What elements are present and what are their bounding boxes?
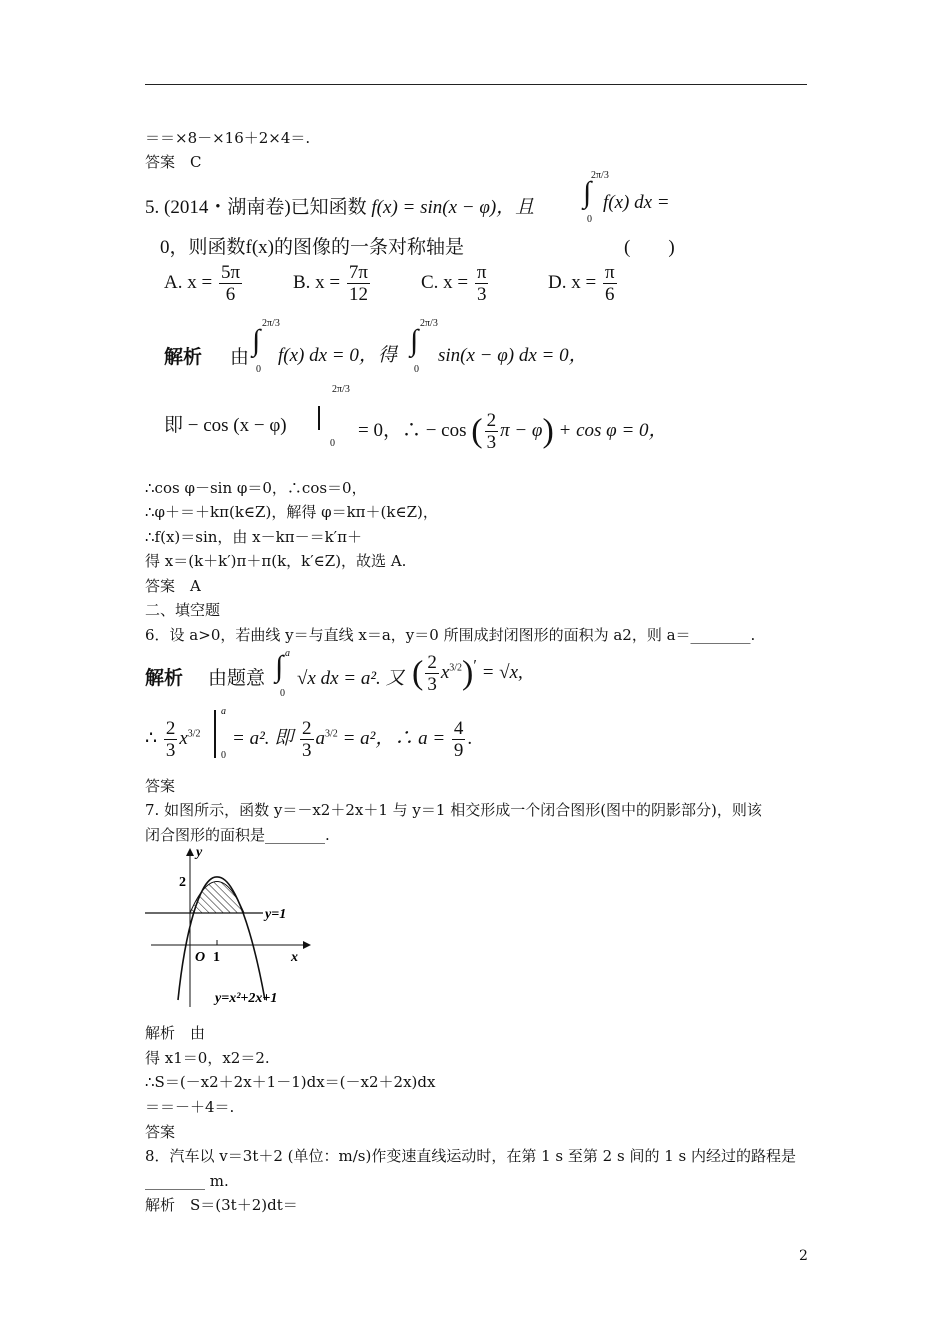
line-label: y=1 xyxy=(265,907,287,922)
header-rule xyxy=(145,84,807,85)
solution-line: 得 x1＝0，x2＝2. xyxy=(145,1049,270,1067)
q5-stem: 5. (2014・湖南卷)已知函数 f(x) = sin(x − φ)，且 xyxy=(145,197,535,218)
solution-text: 由 xyxy=(230,347,250,368)
text-line: 得 x＝(k＋k′)π＋π(k，k′∈Z)，故选 A. xyxy=(145,552,407,570)
answer-line: 答案 xyxy=(145,777,176,795)
option-a: A. x = $\frac{5\pi}{6}$ xyxy=(164,262,241,305)
y-axis-label: y xyxy=(196,845,203,860)
answer-line: 答案 A xyxy=(145,577,201,595)
origin-label: O xyxy=(195,950,206,965)
text-line: ＝＝×8－×16＋2×4＝. xyxy=(145,129,311,147)
curve-label: y=x²+2x+1 xyxy=(215,991,278,1006)
evaluation-bar: 2π/3 0 xyxy=(318,384,358,454)
q5-integral: ∫ 2π/3 0 f(x) dx = xyxy=(583,170,670,225)
question-7: 7. 如图所示，函数 y＝－x2＋2x＋1 与 y＝1 相交形成一个闭合图形(图中的阴影部分)，则该 xyxy=(145,801,762,819)
question-7-cont: 闭合图形的面积是________. xyxy=(145,826,330,844)
text-line: ∴f(x)＝sin，由 x－kπ－＝k′π＋ xyxy=(145,528,362,546)
solution-text: = 0，∴ − cos ( $\frac{2}{3}$ π − φ) + cos φ = 0， xyxy=(358,410,668,453)
solution-line: ＝＝－＋4＝. xyxy=(145,1098,235,1116)
x-axis-arrow xyxy=(303,941,311,949)
y-axis-arrow xyxy=(186,848,194,856)
q5-stem-2: 0，则函数f(x)的图像的一条对称轴是 xyxy=(160,237,464,258)
solution-label: 解析 xyxy=(145,668,184,689)
evaluation-bar: a 0 xyxy=(214,704,244,766)
x-axis-label: x xyxy=(291,950,298,965)
q6-integral: ∫ a 0 √x dx = a². 又 xyxy=(275,648,405,699)
sol-integral-1: ∫ 2π/3 0 f(x) dx = 0，得 xyxy=(252,318,397,375)
solution-line: 解析 由 xyxy=(145,1024,206,1042)
text-line: ∴cos φ－sin φ＝0，∴cos＝0， xyxy=(145,479,367,497)
answer-line: 答案 xyxy=(145,1123,176,1141)
sol-integral-2: ∫ 2π/3 0 sin(x − φ) dx = 0， xyxy=(410,318,588,375)
q6-solution-3: = a². 即 $\frac{2}{3}$ $a^{3/2} = a^2$，∴ a = $\frac{4}{9}$ . xyxy=(232,718,473,761)
x-tick-label: 1 xyxy=(213,950,220,965)
question-8-cont: ________ m. xyxy=(145,1172,229,1190)
question-6: 6．设 a>0，若曲线 y＝与直线 x＝a，y＝0 所围成封闭图形的面积为 a2，则 a＝________. xyxy=(145,626,756,644)
section-heading: 二、填空题 xyxy=(145,601,221,619)
option-b: B. x = $\frac{7\pi}{12}$ xyxy=(293,262,368,305)
q5-paren: ( ) xyxy=(624,237,675,258)
q6-solution-2: ∴ $\frac{2}{3}$ $x^{3/2}$ xyxy=(145,718,201,761)
solution-line: ∴S＝(－x2＋2x＋1－1)dx＝(－x2＋2x)dx xyxy=(145,1073,436,1091)
solution-text: 由题意 xyxy=(208,668,266,689)
option-d: D. x = $\frac{\pi}{6}$ xyxy=(548,262,615,305)
page-number: 2 xyxy=(799,1248,808,1264)
question-8: 8．汽车以 v＝3t＋2 (单位：m/s)作变速直线运动时，在第 1 s 至第 2 s 间的 1 s 内经过的路程是 xyxy=(145,1147,796,1165)
solution-line: 解析 S＝(3t＋2)dt＝ xyxy=(145,1196,298,1214)
y-tick-label: 2 xyxy=(179,875,186,890)
answer-line: 答案 C xyxy=(145,153,202,171)
solution-text: 即 − cos (x − φ) xyxy=(164,415,287,436)
text-line: ∴φ＋＝＋kπ(k∈Z)，解得 φ＝kπ＋(k∈Z)， xyxy=(145,503,438,521)
function-graph xyxy=(145,842,315,1012)
option-c: C. x = $\frac{\pi}{3}$ xyxy=(421,262,487,305)
q6-derivative: ( $\frac{2}{3}$ $x^{3/2})' = √x$, xyxy=(412,652,523,695)
solution-label: 解析 xyxy=(164,347,203,368)
